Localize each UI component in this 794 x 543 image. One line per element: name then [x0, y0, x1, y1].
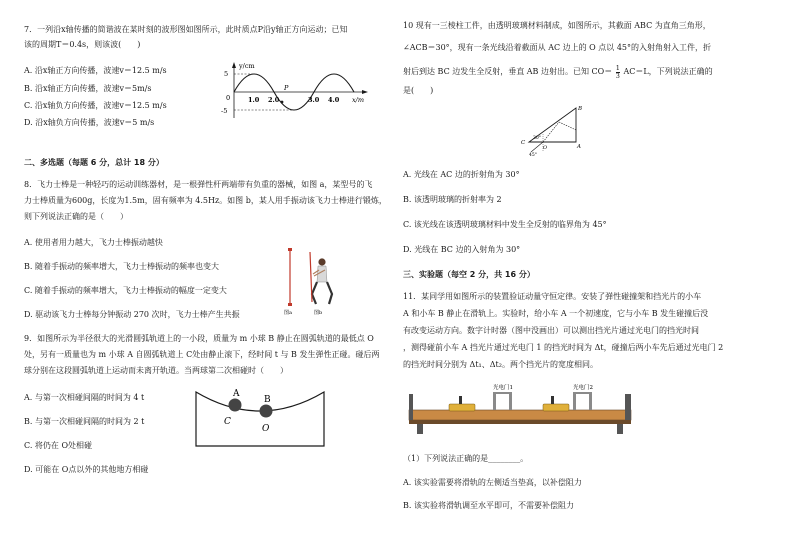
q10-incident-ray [531, 142, 543, 152]
q8-option-b: B. 随着手振动的频率增大，飞力士棒振动的频率也变大 [24, 262, 219, 271]
q9-stem-line2: 处，另有一质量也为 m 小球 A 自圆弧轨道上 C处由静止滚下，经时间 t 与 B 发生弹性正碰。碰后两 [24, 350, 380, 359]
q7-origin: 0 [226, 94, 231, 102]
q11-sub1: （1）下列说法正确的是________。 [403, 454, 529, 463]
q8-stem-line3: 则下列说法正确的是（ ） [24, 212, 128, 221]
q10-label-c: C [521, 140, 526, 146]
q11-right-leg [617, 424, 623, 434]
q10-prism-figure [521, 98, 591, 158]
q10-label-a: A [577, 144, 581, 150]
q11-stem-line4: ，测得碰前小车 A 挡光片通过光电门 1 的挡光时间为 Δt，碰撞后两小车先后通过光电门 2 [403, 343, 724, 352]
q11-stem-line3: 有改变运动方向。数字计时器（图中没画出）可以测出挡光片通过光电门的挡光时间 [403, 326, 699, 335]
q7-y-tick-neg: -5 [221, 107, 228, 115]
q7-x-label: x/m [352, 96, 365, 104]
q9-option-b: B. 与第一次相碰间隔的时间为 2 t [24, 417, 145, 426]
q10-option-d: D. 光线在 BC 边的入射角为 30° [403, 245, 521, 254]
q10-fraction-den: 3 [615, 71, 620, 80]
q11-cart-a [449, 404, 475, 411]
q11-option-a: A. 该实验需要将滑轨的左侧适当垫高，以补偿阻力 [403, 478, 582, 487]
q7-x-tick-3: 3.0 [308, 96, 320, 104]
q9-label-a: A [233, 389, 240, 399]
q11-cart-a-flag [459, 396, 462, 404]
q9-arc-track [196, 392, 324, 446]
q11-left-leg [417, 424, 423, 434]
q8-option-d: D. 驱动该飞力士棒每分钟振动 270 次时，飞力士棒产生共振 [24, 310, 240, 319]
q7-stem-line1: 7．一列沿x轴传播的简谐波在某时刻的波形图如图所示，此时质点P沿y轴正方向运动；已知 [24, 25, 348, 34]
q11-left-stop [409, 394, 413, 420]
q9-ball-a [229, 399, 242, 412]
q10-option-b: B. 该透明玻璃的折射率为 2 [403, 195, 502, 204]
q10-stem-line2: ∠ACB＝30°，现有一条光线沿着截面从 AC 边上的 O 点以 45°的入射角射入工件，折 [403, 43, 712, 52]
q10-angle-45: 45° [529, 153, 537, 158]
q9-label-b: B [264, 395, 271, 405]
q7-option-a: A. 沿x轴正方向传播，波速v＝12.5 m/s [24, 66, 167, 75]
q8-fig-b-label: 图b [314, 310, 323, 316]
q11-cart-b-flag [551, 396, 554, 404]
q8-person-legs [312, 282, 332, 304]
q8-option-a: A. 使用者用力越大，飞力士棒振动越快 [24, 238, 163, 247]
q7-y-arrow [232, 62, 236, 68]
q8-stem-line2: 力士棒质量为600g，长度为1.5m，固有频率为 4.5Hz。如图 b，某人用手振动该飞力士棒进行锻炼， [24, 196, 387, 205]
section3-title: 三、实验题（每空 2 分，共 16 分） [403, 270, 535, 279]
q10-stem-line3 [403, 65, 713, 79]
q10-option-a: A. 光线在 AC 边的折射角为 30° [403, 170, 520, 179]
q8-fig-a-end-top [288, 248, 292, 251]
q7-y-tick-pos: 5 [224, 70, 229, 78]
q11-track [409, 410, 631, 420]
q11-track-base [409, 420, 631, 424]
q7-stem-line2: 该的周期T＝0.4s，则该波( ) [24, 40, 141, 49]
q9-label-c: C [224, 417, 231, 427]
q10-label-b: B [578, 106, 583, 112]
q9-stem-line3: 球分别在这段圆弧轨道上运动而未离开轨道。当两球第二次相碰时（ ） [24, 366, 288, 375]
q10-stem-line4: 是( ) [403, 86, 434, 95]
q11-gate2-label: 光电门2 [573, 385, 593, 391]
q11-gate1-label: 光电门1 [493, 385, 513, 391]
q10-label-o: O [543, 145, 548, 151]
q8-person-head [318, 258, 325, 265]
q7-x-arrow [362, 90, 368, 94]
q7-x-tick-2: 2.0 [268, 96, 280, 104]
q7-y-label: y/cm [239, 62, 255, 70]
q7-option-b: B. 沿x轴正方向传播，波速v＝5m/s [24, 84, 152, 93]
q7-option-d: D. 沿x轴负方向传播，波速v＝5 m/s [24, 118, 155, 127]
q8-fig-a-end-bottom [288, 303, 292, 306]
q11-gate1-top [493, 392, 512, 394]
q8-fig-b-rod [310, 252, 312, 302]
q8-figure [282, 248, 342, 316]
q7-point-p [281, 101, 284, 104]
q11-stem-line5: 的挡光时间分别为 Δt₁、Δt₂。两个挡光片的宽度相同。 [403, 360, 598, 369]
q11-gate2-right [589, 392, 592, 410]
q9-option-a: A. 与第一次相碰间隔的时间为 4 t [24, 393, 145, 402]
q7-wave-graph [222, 60, 372, 122]
q9-stem-line1: 9．如图所示为半径很大的光滑圆弧轨道上的一小段，质量为 m 小球 B 静止在圆弧轨道的最低点 O [24, 334, 374, 343]
q7-option-c: C. 沿x轴负方向传播，波速v＝12.5 m/s [24, 101, 167, 110]
q11-option-b: B. 该实验将滑轨调至水平即可，不需要补偿阻力 [403, 501, 574, 510]
q8-stem-line1: 8．飞力士棒是一种轻巧的运动训练器材，是一根弹性杆两端带有负重的器械，如图 a，某型号的飞 [24, 180, 373, 189]
q11-right-stop [625, 394, 631, 420]
q9-option-d: D. 可能在 O点以外的其他地方相碰 [24, 465, 149, 474]
q11-gate1-right [509, 392, 512, 410]
q11-stem-line2: A 和小车 B 静止在滑轨上。实验时，给小车 A 一个初速度，它与小车 B 发生碰撞后没 [403, 309, 709, 318]
q9-label-o: O [262, 424, 270, 434]
q11-gate2-top [573, 392, 592, 394]
q10-fraction-num: 1 [615, 64, 620, 72]
q10-stem-line3-part1: 射后到达 BC 边发生全反射，垂直 AB 边射出。已知 CO＝ [403, 67, 613, 76]
q7-x-tick-1: 1.0 [248, 96, 260, 104]
q11-gate2-left [573, 392, 576, 410]
q10-angle-30: 30° [533, 136, 541, 141]
q11-cart-b [543, 404, 569, 411]
q11-stem-line1: 11．某同学用如图所示的装置验证动量守恒定律。安装了弹性碰撞架和挡光片的小车 [403, 292, 702, 301]
q8-fig-a-label: 图a [284, 310, 292, 316]
q9-option-c: C. 将仍在 O处相碰 [24, 441, 93, 450]
q11-gate1-left [493, 392, 496, 410]
q7-p-label: P [284, 84, 289, 92]
q10-option-c: C. 该光线在该透明玻璃材料中发生全反射的临界角为 45° [403, 220, 607, 229]
q10-stem-line3-part2: AC＝L，下列说法正确的 [623, 67, 713, 76]
q7-x-tick-4: 4.0 [328, 96, 340, 104]
q10-stem-line1: 10 现有一三棱柱工件，由透明玻璃材料制成，如图所示，其截面 ABC 为直角三角形， [403, 21, 711, 30]
q9-figure [190, 384, 330, 450]
q11-apparatus-figure [405, 382, 637, 438]
q9-ball-b [260, 405, 273, 418]
q8-option-c: C. 随着手振动的频率增大，飞力士棒振动的幅度一定变大 [24, 286, 227, 295]
q10-fraction [616, 65, 620, 79]
section2-title: 二、多选题（每题 6 分，总计 18 分） [24, 158, 164, 167]
